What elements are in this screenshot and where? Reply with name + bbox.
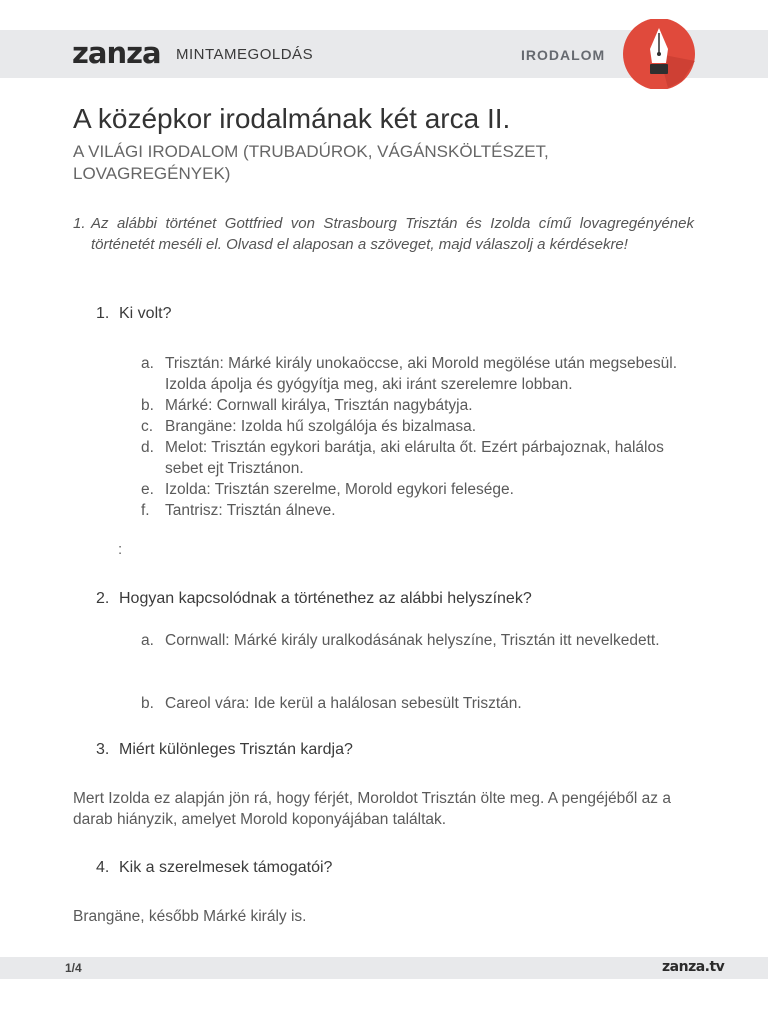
answer-list-2b	[141, 693, 681, 714]
task-instruction	[73, 213, 694, 255]
question-3	[96, 741, 353, 759]
question-number: 3.	[96, 741, 110, 758]
question-text: Kik a szerelmesek támogatói?	[119, 859, 333, 876]
page-number: 1/4	[65, 961, 82, 975]
subject-label: IRODALOM	[521, 47, 606, 63]
instruction-number: 1.	[73, 215, 86, 232]
list-item	[141, 353, 681, 395]
footer-bar	[0, 957, 768, 979]
list-item	[141, 395, 681, 416]
answer-4: Brangäne, később Márké király is.	[73, 908, 307, 925]
list-marker: a.	[141, 355, 154, 372]
answer-text: Márké: Cornwall királya, Trisztán nagybátyja.	[165, 397, 473, 414]
question-number: 4.	[96, 859, 110, 876]
question-number: 1.	[96, 305, 110, 322]
question-4	[96, 859, 332, 877]
answer-text: Melot: Trisztán egykori barátja, aki elárulta őt. Ezért párbajoznak, halálos sebet ejt Trisztánon.	[165, 439, 664, 477]
answer-text: Trisztán: Márké király unokaöccse, aki Morold megölése után megsebesül. Izolda ápolja és gyógyítja meg, aki iránt szerelemre lobban.	[165, 355, 678, 393]
page-title: A középkor irodalmának két arca II.	[73, 103, 511, 134]
answer-text: Brangäne: Izolda hű szolgálója és bizalmasa.	[165, 418, 477, 435]
document-type-label: MINTAMEGOLDÁS	[176, 46, 314, 63]
list-item	[141, 500, 681, 521]
question-number: 2.	[96, 590, 110, 607]
list-marker: f.	[141, 502, 150, 519]
zanza-logo[interactable]: zanza	[72, 36, 161, 70]
list-marker: c.	[141, 418, 154, 435]
answer-3: Mert Izolda ez alapján jön rá, hogy férjét, Moroldot Trisztán ölte meg. A pengéjéből az a darab hiányzik, amelyet Morold koponyájában találtak.	[73, 790, 671, 828]
list-marker: a.	[141, 632, 154, 649]
stray-colon: :	[118, 541, 123, 558]
list-item	[141, 479, 681, 500]
question-text: Miért különleges Trisztán kardja?	[119, 741, 353, 758]
question-text: Ki volt?	[119, 305, 172, 322]
answer-list-1	[141, 353, 681, 521]
answer-text: Izolda: Trisztán szerelme, Morold egykori felesége.	[165, 481, 514, 498]
answer-text: Careol vára: Ide kerül a halálosan sebesült Trisztán.	[165, 695, 522, 712]
list-item	[141, 416, 681, 437]
list-marker: d.	[141, 439, 154, 456]
instruction-text: Az alábbi történet Gottfried von Strasbourg Trisztán és Izolda című lovagregényének történetét meséli el. Olvasd el alaposan a szöveget, majd válaszolj a kérdésekre!	[91, 215, 694, 253]
list-item	[141, 630, 681, 651]
answer-text: Cornwall: Márké király uralkodásának helyszíne, Trisztán itt nevelkedett.	[165, 632, 660, 649]
list-marker: b.	[141, 695, 154, 712]
page-subtitle: A VILÁGI IRODALOM (TRUBADÚROK, VÁGÁNSKÖLTÉSZET, LOVAGREGÉNYEK)	[73, 142, 549, 183]
footer-logo[interactable]: zanza.tv	[662, 959, 725, 975]
list-marker: e.	[141, 481, 154, 498]
question-2	[96, 590, 532, 608]
question-text: Hogyan kapcsolódnak a történethez az alábbi helyszínek?	[119, 590, 532, 607]
list-item	[141, 437, 681, 479]
question-1	[96, 305, 171, 323]
answer-list-2	[141, 630, 681, 651]
list-item	[141, 693, 681, 714]
answer-text: Tantrisz: Trisztán álneve.	[165, 502, 336, 519]
list-marker: b.	[141, 397, 154, 414]
fountain-pen-icon	[622, 19, 696, 89]
